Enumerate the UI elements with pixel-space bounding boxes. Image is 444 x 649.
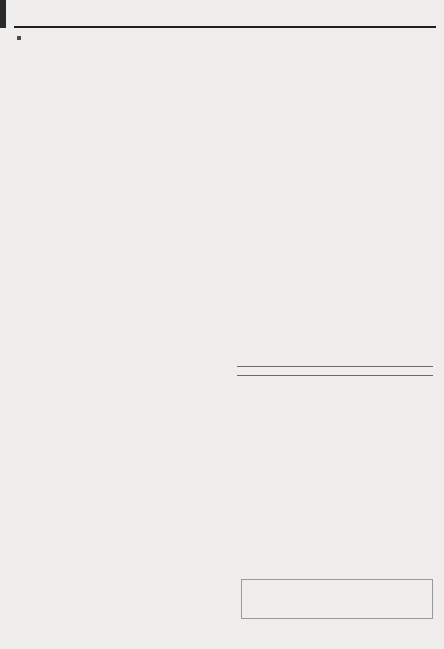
header-accent-block [0,0,6,28]
left-column [17,33,222,43]
author-rule-bottom [237,375,433,376]
author-block [237,366,433,386]
page-header [0,0,444,26]
author-rule-top [237,366,433,367]
header-rule [14,26,436,28]
footnote-box [241,579,433,619]
